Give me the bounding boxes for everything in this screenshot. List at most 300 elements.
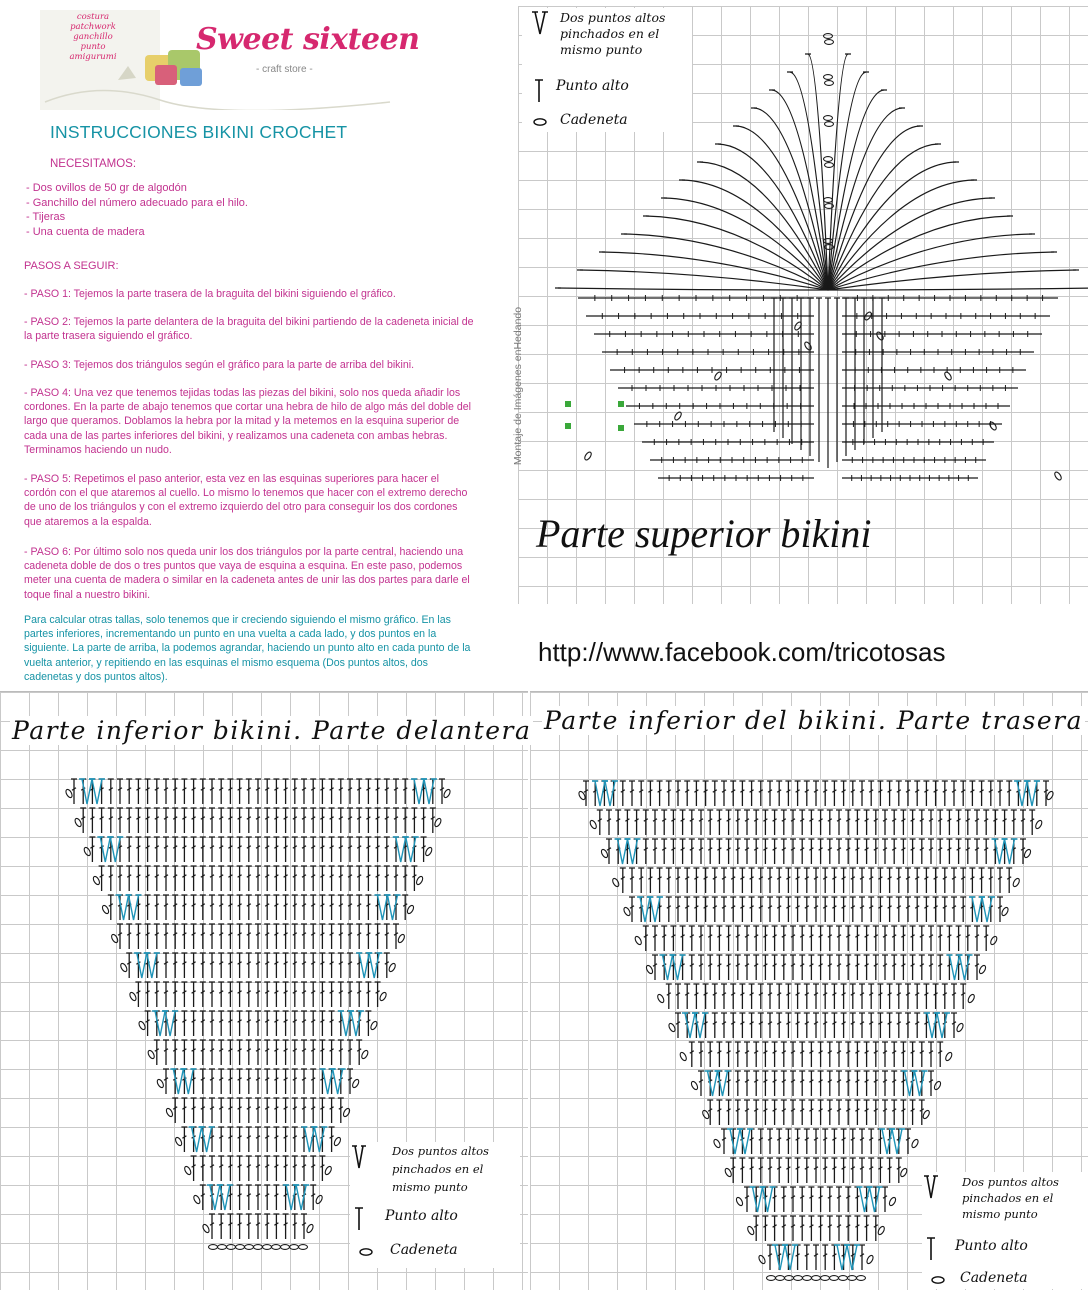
stitch-mark	[218, 808, 224, 833]
stitch-mark	[365, 982, 371, 1007]
stitch-mark	[99, 808, 105, 833]
chain-mark	[785, 1276, 794, 1281]
stitch-mark	[643, 839, 649, 864]
chain-mark	[415, 875, 424, 885]
stitch-mark	[781, 955, 787, 980]
stitch-mark	[864, 810, 870, 835]
stitch-mark	[135, 808, 141, 833]
stitch-mark	[227, 1098, 233, 1123]
chain-mark	[848, 1276, 857, 1281]
stitch-mark	[292, 1214, 298, 1239]
stitch-mark	[684, 984, 690, 1009]
chain-mark	[824, 75, 833, 80]
stitch-mark	[172, 837, 178, 862]
stitch-mark	[347, 808, 353, 833]
stitch-mark	[246, 837, 252, 862]
stitch-mark	[827, 1100, 833, 1125]
brand-tags	[58, 12, 128, 62]
stitch-mark	[624, 810, 630, 835]
stitch-mark	[191, 1011, 197, 1036]
stitch-mark	[753, 955, 759, 980]
chain-mark	[656, 993, 665, 1003]
fan-line	[580, 270, 828, 290]
list-item: - Dos ovillos de 50 gr de algodón	[26, 182, 187, 194]
stitch-mark	[273, 808, 279, 833]
stitch-mark	[845, 1071, 851, 1096]
stitch-mark	[661, 810, 667, 835]
stitch-mark	[845, 1216, 851, 1241]
stitch-mark	[237, 895, 243, 920]
stitch-mark	[301, 924, 307, 949]
stitch-mark	[347, 953, 353, 978]
stitch-mark	[946, 926, 952, 951]
stitch-mark	[868, 897, 874, 922]
stitch-mark	[831, 1245, 837, 1270]
chain-mark	[101, 904, 110, 914]
stitch-mark	[108, 779, 114, 804]
stitch-mark	[246, 866, 252, 891]
stitch-mark	[255, 895, 261, 920]
stitch-mark	[749, 984, 755, 1009]
stitch-mark	[329, 837, 335, 862]
stitch-mark	[209, 1098, 215, 1123]
stitch-mark	[864, 1100, 870, 1125]
stitch-mark	[813, 1245, 819, 1270]
stitch-mark	[209, 1040, 215, 1065]
stitch-mark	[145, 924, 151, 949]
stitch-mark	[818, 1071, 824, 1096]
stitch-mark	[974, 955, 980, 980]
stitch-mark	[877, 1013, 883, 1038]
stitch-mark	[172, 866, 178, 891]
stitch-mark	[854, 1216, 860, 1241]
stitch-mark	[246, 1098, 252, 1123]
stitch-mark	[873, 810, 879, 835]
fan-line	[558, 288, 828, 290]
legend-double: Dos puntos altos pinchados en el mismo punto	[962, 1175, 1059, 1221]
stitch-mark	[721, 781, 727, 806]
stitch-mark	[356, 779, 362, 804]
stitch-mark	[703, 984, 709, 1009]
stitch-mark	[181, 837, 187, 862]
chain-mark	[933, 1080, 942, 1090]
stitch-mark	[209, 924, 215, 949]
stitch-mark	[652, 926, 658, 951]
stitch-mark	[329, 866, 335, 891]
stitch-mark	[762, 1100, 768, 1125]
chain-mark	[679, 1051, 688, 1061]
step-1: - PASO 1: Tejemos la parte trasera de la braguita del bikini siguiendo el gráfico.	[24, 288, 396, 300]
stitch-mark	[666, 897, 672, 922]
stitch-mark	[338, 779, 344, 804]
stitch-mark	[191, 866, 197, 891]
stitch-mark	[831, 781, 837, 806]
stitch-mark	[191, 837, 197, 862]
stitch-mark	[730, 1158, 736, 1183]
stitch-mark	[620, 868, 626, 893]
stitch-mark	[693, 868, 699, 893]
chain-mark	[236, 1245, 245, 1250]
stitch-mark	[896, 868, 902, 893]
stitch-mark	[292, 953, 298, 978]
stitch-mark	[808, 1187, 814, 1212]
stitch-mark	[620, 781, 626, 806]
stitch-mark	[209, 866, 215, 891]
stitch-mark	[735, 839, 741, 864]
stitch-mark	[264, 953, 270, 978]
stitch-mark	[283, 895, 289, 920]
stitch-mark	[822, 984, 828, 1009]
chain-mark	[174, 1136, 183, 1146]
stitch-mark	[638, 781, 644, 806]
stitch-mark	[951, 897, 957, 922]
stitch-mark	[808, 1042, 814, 1067]
stitch-mark	[218, 1011, 224, 1036]
stitch-mark	[960, 897, 966, 922]
stitch-mark	[1006, 781, 1012, 806]
stitch-mark	[896, 781, 902, 806]
chain-mark	[839, 1276, 848, 1281]
stitch-mark	[882, 1187, 888, 1212]
stitch-mark	[919, 1042, 925, 1067]
stitch-mark	[693, 781, 699, 806]
stitch-mark	[799, 926, 805, 951]
stitch-mark	[384, 779, 390, 804]
stitch-mark	[675, 781, 681, 806]
stitch-mark	[933, 868, 939, 893]
stitch-mark	[988, 868, 994, 893]
stitch-mark	[338, 837, 344, 862]
stitch-mark	[652, 955, 658, 980]
stitch-mark	[145, 779, 151, 804]
stitch-mark	[209, 837, 215, 862]
stitch-mark	[942, 897, 948, 922]
stitch-mark	[439, 779, 445, 804]
stitch-mark	[689, 926, 695, 951]
stitch-mark	[329, 1011, 335, 1036]
stitch-mark	[264, 808, 270, 833]
stitch-mark	[735, 1071, 741, 1096]
stitch-mark	[707, 926, 713, 951]
stitch-mark	[818, 955, 824, 980]
fan-line	[828, 288, 1088, 290]
stitch-mark	[785, 1129, 791, 1154]
stitch-mark	[762, 839, 768, 864]
stitch-mark	[246, 1185, 252, 1210]
stitch-mark	[1020, 839, 1026, 864]
stitch-mark	[329, 924, 335, 949]
stitch-mark	[997, 868, 1003, 893]
stitch-mark	[730, 984, 736, 1009]
stitch-mark	[946, 810, 952, 835]
single-stitch-icon	[927, 1238, 935, 1260]
stitch-mark	[264, 1214, 270, 1239]
stitch-mark	[854, 1100, 860, 1125]
chain-mark	[899, 1167, 908, 1177]
stitch-mark	[841, 868, 847, 893]
stitch-mark	[900, 926, 906, 951]
stitch-mark	[273, 1040, 279, 1065]
stitch-mark	[237, 1040, 243, 1065]
chain-mark	[746, 1225, 755, 1235]
stitch-mark	[744, 1100, 750, 1125]
stitch-mark	[255, 1185, 261, 1210]
stitch-mark	[726, 926, 732, 951]
stitch-mark	[301, 1214, 307, 1239]
legend-single: Punto alto	[385, 1208, 458, 1224]
steps-heading: PASOS A SEGUIR:	[24, 260, 119, 272]
stitch-mark	[905, 1129, 911, 1154]
stitch-mark	[854, 955, 860, 980]
stitch-mark	[841, 1013, 847, 1038]
chain-mark	[824, 34, 833, 39]
stitch-mark	[905, 868, 911, 893]
stitch-mark	[749, 897, 755, 922]
stitch-mark	[227, 1069, 233, 1094]
stitch-mark	[1011, 810, 1017, 835]
chain-mark	[351, 1078, 360, 1088]
stitch-mark	[845, 810, 851, 835]
stitch-mark	[237, 866, 243, 891]
stitch-mark	[877, 897, 883, 922]
chain-mark	[388, 962, 397, 972]
stitch-mark	[255, 982, 261, 1007]
stitch-mark	[246, 895, 252, 920]
stitch-mark	[135, 837, 141, 862]
stitch-mark	[767, 1158, 773, 1183]
stitch-mark	[859, 1013, 865, 1038]
stitch-mark	[657, 781, 663, 806]
stitch-mark	[181, 1098, 187, 1123]
stitch-mark	[804, 1013, 810, 1038]
double-stitch-icon	[924, 1176, 938, 1198]
marker	[565, 423, 571, 429]
stitch-mark	[808, 1071, 814, 1096]
stitch-mark	[827, 1187, 833, 1212]
stitch-mark	[919, 926, 925, 951]
stitch-mark	[983, 839, 989, 864]
stitch-mark	[730, 1013, 736, 1038]
stitch-mark	[900, 839, 906, 864]
stitch-mark	[864, 839, 870, 864]
stitch-mark	[726, 839, 732, 864]
step-4: - PASO 4: Una vez que tenemos tejidas todas las piezas del bikini, solo nos queda añadir los cordones. En la parte de abajo tenemos que cortar una hebra de hilo de algo más del doble del largo que queramos. Doblamos la hebra por la mitad y la metemos en la esquina superior de cada una de las partes inferiores del bikini, y realizamos una cadeneta con ambas hebras. Terminamos haciendo un nudo.	[24, 387, 472, 456]
chain-mark	[888, 1196, 897, 1206]
stitch-mark	[868, 1013, 874, 1038]
stitch-mark	[172, 953, 178, 978]
stitch-mark	[937, 810, 943, 835]
stitch-mark	[218, 1156, 224, 1181]
stitch-mark	[218, 1069, 224, 1094]
stitch-mark	[919, 1100, 925, 1125]
chain-mark	[434, 817, 443, 827]
stitch-mark	[246, 1011, 252, 1036]
chain-mark	[713, 371, 722, 381]
stitch-mark	[831, 1129, 837, 1154]
stitch-mark	[845, 839, 851, 864]
stitch-mark	[882, 1042, 888, 1067]
stitch-mark	[919, 839, 925, 864]
stitch-mark	[979, 781, 985, 806]
stitch-mark	[283, 1127, 289, 1152]
stitch-mark	[301, 1069, 307, 1094]
stitch-mark	[218, 924, 224, 949]
stitch-mark	[237, 837, 243, 862]
stitch-mark	[813, 781, 819, 806]
stitch-mark	[818, 1100, 824, 1125]
stitch-mark	[795, 897, 801, 922]
stitch-mark	[310, 1156, 316, 1181]
stitch-mark	[891, 1042, 897, 1067]
stitch-mark	[191, 1040, 197, 1065]
stitch-mark	[237, 1127, 243, 1152]
stitch-mark	[606, 839, 612, 864]
stitch-mark	[145, 837, 151, 862]
stitch-mark	[661, 926, 667, 951]
stitch-mark	[310, 953, 316, 978]
stitch-mark	[776, 897, 782, 922]
stitch-mark	[969, 781, 975, 806]
stitch-mark	[772, 1100, 778, 1125]
stitch-mark	[273, 1069, 279, 1094]
page-title: INSTRUCCIONES BIKINI CROCHET	[50, 122, 348, 142]
fan-line	[828, 234, 1032, 290]
chain-mark	[193, 1194, 202, 1204]
chain-mark	[824, 239, 833, 244]
stitch-mark	[237, 808, 243, 833]
stitch-mark	[329, 808, 335, 833]
stitch-mark	[347, 1069, 353, 1094]
front-legend	[350, 1142, 520, 1268]
stitch-mark	[795, 984, 801, 1009]
stitch-mark	[859, 897, 865, 922]
stitch-mark	[896, 897, 902, 922]
chain-mark	[1023, 848, 1032, 858]
chain-mark	[824, 198, 833, 203]
chain-mark	[583, 451, 592, 461]
stitch-mark	[721, 1013, 727, 1038]
stitch-mark	[126, 866, 132, 891]
stitch-mark	[850, 897, 856, 922]
stitch-mark	[813, 984, 819, 1009]
stitch-mark	[319, 982, 325, 1007]
stitch-mark	[126, 779, 132, 804]
stitch-mark	[670, 810, 676, 835]
chain-mark	[119, 962, 128, 972]
stitch-mark	[89, 808, 95, 833]
stitch-mark	[356, 895, 362, 920]
stitch-mark	[200, 1185, 206, 1210]
stitch-mark	[237, 1214, 243, 1239]
stitch-mark	[200, 1098, 206, 1123]
stitch-mark	[227, 779, 233, 804]
stitch-mark	[854, 1187, 860, 1212]
stitch-mark	[666, 781, 672, 806]
stitch-mark	[716, 926, 722, 951]
stitch-mark	[246, 779, 252, 804]
stitch-mark	[246, 953, 252, 978]
stitch-mark	[762, 955, 768, 980]
brand-tag: patchwork	[70, 22, 116, 32]
stitch-mark	[163, 1069, 169, 1094]
stitch-mark	[716, 1042, 722, 1067]
stitch-mark	[670, 839, 676, 864]
stitch-mark	[191, 895, 197, 920]
stitch-mark	[960, 781, 966, 806]
stitch-mark	[292, 895, 298, 920]
stitch-mark	[319, 953, 325, 978]
stitch-mark	[868, 868, 874, 893]
stitch-mark	[301, 1127, 307, 1152]
stitch-mark	[781, 1071, 787, 1096]
stitch-mark	[264, 779, 270, 804]
sizes-note: Para calcular otras tallas, solo tenemos que ir creciendo siguiendo el mismo gráfico. En las partes inferiores, incrementando un punto en una vuelta a cada lado, y dos puntos en la siguiente. La parte de arriba, la podemos agrandar, haciendo un punto alto en cada punto de la vuelta anterior, y repitiendo en las esquinas el mismo esquema (Dos puntos altos, dos cadenetas y dos puntos altos).	[24, 614, 471, 683]
stitch-mark	[689, 810, 695, 835]
stitch-mark	[836, 810, 842, 835]
chain-mark	[812, 1276, 821, 1281]
stitch-mark	[841, 984, 847, 1009]
stitch-mark	[813, 1158, 819, 1183]
stitch-mark	[979, 868, 985, 893]
chain-mark	[1046, 790, 1055, 800]
stitch-mark	[795, 781, 801, 806]
stitch-mark	[928, 955, 934, 980]
facebook-link[interactable]: http://www.facebook.com/tricotosas	[538, 637, 946, 667]
legend-chain: Cadeneta	[390, 1242, 458, 1258]
stitch-mark	[393, 808, 399, 833]
stitch-mark	[703, 868, 709, 893]
stitch-mark	[255, 1127, 261, 1152]
stitch-mark	[822, 1158, 828, 1183]
stitch-mark	[767, 868, 773, 893]
chain-mark	[825, 40, 834, 45]
stitch-mark	[735, 810, 741, 835]
stitch-mark	[988, 781, 994, 806]
stitch-mark	[776, 984, 782, 1009]
stitch-mark	[910, 1100, 916, 1125]
stitch-mark	[726, 1100, 732, 1125]
stitch-mark	[707, 1100, 713, 1125]
stitch-mark	[808, 1100, 814, 1125]
stitch-mark	[209, 895, 215, 920]
bottom-front-title: Parte inferior bikini. Parte delantera	[12, 716, 532, 745]
stitch-mark	[246, 982, 252, 1007]
chain-mark	[911, 1138, 920, 1148]
stitch-mark	[283, 866, 289, 891]
fan-line	[602, 252, 828, 290]
stitch-mark	[606, 810, 612, 835]
chain-mark	[1001, 906, 1010, 916]
step-6: - PASO 6: Por último solo nos queda unir los dos triángulos por la parte central, haciendo una cadeneta doble de dos o tres puntos que vaya de esquina a esquina. En este paso, podemos meter una cuenta de madera o similar en la cadeneta antes de unir las dos partes para darle el toque final a nuestro bikini.	[24, 546, 470, 601]
stitch-mark	[227, 1127, 233, 1152]
stitch-mark	[827, 1042, 833, 1067]
chain-mark	[825, 81, 834, 86]
stitch-mark	[854, 1071, 860, 1096]
stitch-mark	[154, 982, 160, 1007]
stitch-mark	[255, 808, 261, 833]
stitch-mark	[227, 1040, 233, 1065]
stitch-mark	[292, 924, 298, 949]
stitch-mark	[744, 955, 750, 980]
stitch-mark	[776, 1158, 782, 1183]
stitch-mark	[154, 866, 160, 891]
stitch-mark	[338, 1040, 344, 1065]
stitch-mark	[891, 1071, 897, 1096]
stitch-mark	[721, 1129, 727, 1154]
stitch-mark	[854, 1042, 860, 1067]
stitch-mark	[237, 1098, 243, 1123]
chain-mark	[803, 1276, 812, 1281]
